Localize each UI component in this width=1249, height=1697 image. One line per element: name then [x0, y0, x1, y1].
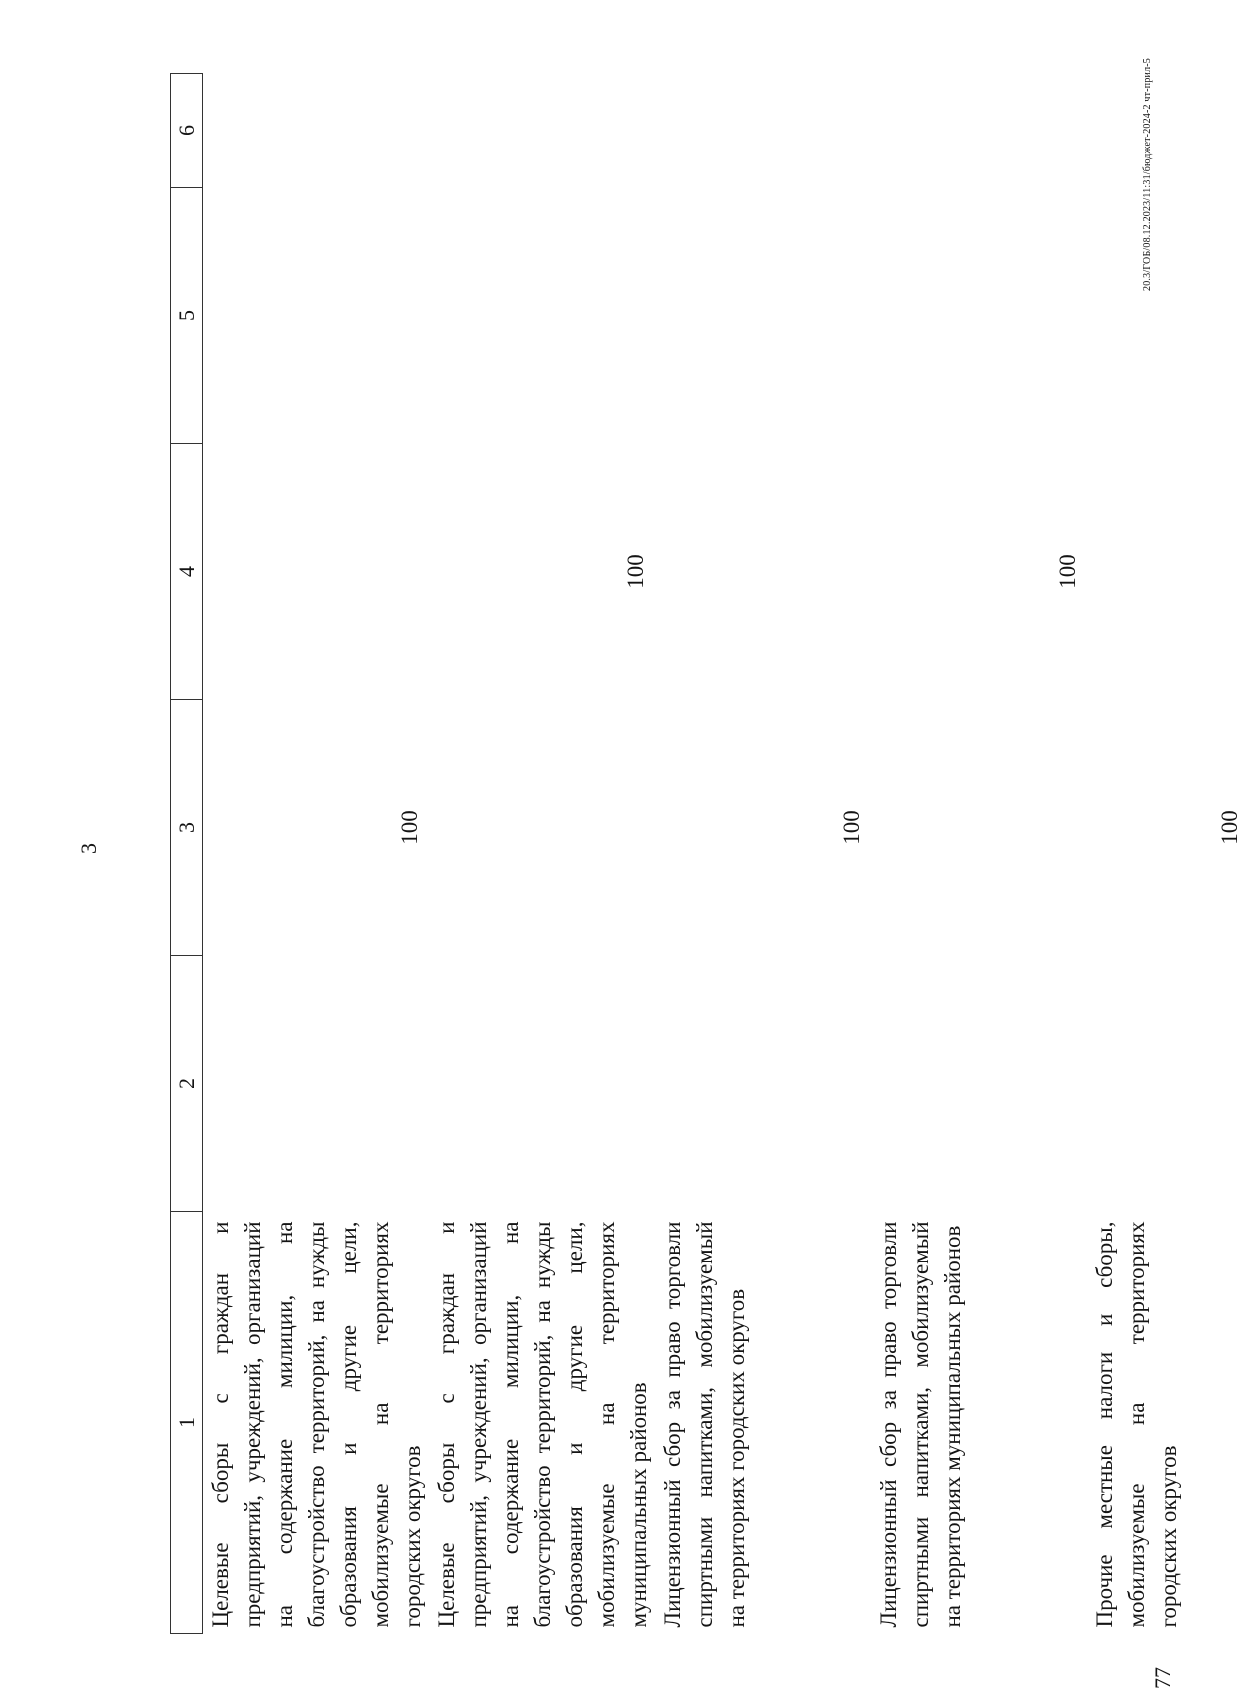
row-name: Лицензионный сбор за право торговли спиртными напитками, мобилизуемый на территориях муниципальных районов — [876, 1221, 965, 1628]
row-name: Целевые сборы с граждан и предприятий, учреждений, организаций на содержание милиции, на благоустройство территорий, на нужды образования и другие цели, мобилизуемые на территориях городских округов — [208, 1221, 425, 1628]
table-row — [871, 74, 1087, 1634]
row-col3: 100 — [1217, 810, 1242, 845]
table-row — [203, 74, 430, 1634]
header-col-1: 1 — [171, 1212, 203, 1634]
table-row — [655, 74, 871, 1634]
header-col-2: 2 — [171, 956, 203, 1212]
header-col-6: 6 — [171, 74, 203, 188]
table-row — [1087, 74, 1249, 1634]
header-col-4: 4 — [171, 444, 203, 700]
row-col4: 100 — [1055, 554, 1080, 589]
row-name: Прочие местные налоги и сборы, мобилизуемые на территориях городских округов — [1092, 1221, 1181, 1628]
footer-document-reference: 20.3/ГОБ/08.12.2023/11:31/бюджет-2024-2 чт-прил-5 — [1142, 58, 1153, 291]
header-col-3: 3 — [171, 700, 203, 956]
page-number: 3 — [76, 843, 101, 854]
row-name: Целевые сборы с граждан и предприятий, учреждений, организаций на содержание милиции, на благоустройство территорий, на нужды образования и другие цели, мобилизуемые на территориях муниципальных районов — [434, 1221, 651, 1628]
row-col4: 100 — [623, 554, 648, 589]
row-col3: 100 — [397, 810, 422, 845]
sheet-number: 77 — [1150, 1667, 1175, 1689]
revenue-distribution-table — [170, 73, 1249, 1634]
row-name: Лицензионный сбор за право торговли спиртными напитками, мобилизуемый на территориях городских округов — [660, 1221, 749, 1628]
table-row — [429, 74, 655, 1634]
table-header-row — [171, 74, 203, 1634]
header-col-5: 5 — [171, 188, 203, 444]
row-col3: 100 — [839, 810, 864, 845]
